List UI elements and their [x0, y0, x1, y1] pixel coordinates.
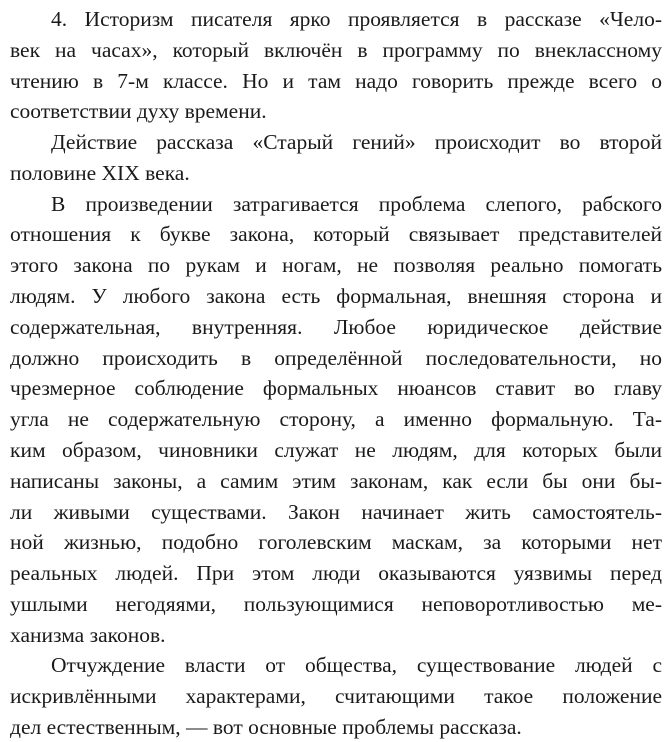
text-line: отношения к букве закона, который связывает представителей — [10, 222, 662, 247]
text-line: ной жизнью, подобно гоголевским маскам, за которыми нет — [10, 530, 662, 555]
text-line: ханизма законов. — [10, 622, 166, 647]
text-line: людям. У любого закона есть формальная, внешняя сторона и — [10, 284, 662, 309]
text-line: Отчуждение власти от общества, существование людей с — [51, 653, 662, 678]
text-line: половине XIX века. — [10, 160, 190, 185]
text-line: искривлёнными характерами, считающими такое положение — [10, 684, 662, 709]
text-line: должно происходить в определённой последовательности, но — [10, 345, 662, 370]
text-line: реальных людей. При этом люди оказываются уязвимы перед — [10, 561, 662, 586]
text-line: Действие рассказа «Старый гений» происходит во второй — [51, 130, 662, 155]
text-line: ким образом, чиновники служат не людям, для которых были — [10, 437, 662, 462]
text-line: соответствии духу времени. — [10, 99, 267, 124]
text-line: угла не содержательную сторону, а именно формальную. Та- — [10, 407, 662, 432]
text-line: век на часах», который включён в программу по внеклассному — [10, 37, 662, 62]
text-line: дел естественным, — вот основные проблемы рассказа. — [10, 715, 522, 739]
text-line: чрезмерное соблюдение формальных нюансов ставит во главу — [10, 376, 662, 401]
text-line: написаны законы, а самим этим законам, как если бы они бы- — [10, 468, 662, 493]
text-line: 4. Историзм писателя ярко проявляется в рассказе «Чело- — [51, 7, 662, 31]
text-line: В произведении затрагивается проблема слепого, рабского — [51, 191, 662, 216]
text-line: ли живыми существами. Закон начинает жить самостоятель- — [10, 499, 662, 524]
text-line: этого закона по рукам и ногам, не позволяя реально помогать — [10, 253, 662, 278]
text-line: ушлыми негодяями, пользующимися неповоротливостью ме- — [10, 591, 662, 616]
text-line: содержательная, внутренняя. Любое юридическое действие — [10, 314, 662, 339]
text-line: чтению в 7-м классе. Но и там надо говорить прежде всего о — [10, 68, 662, 93]
